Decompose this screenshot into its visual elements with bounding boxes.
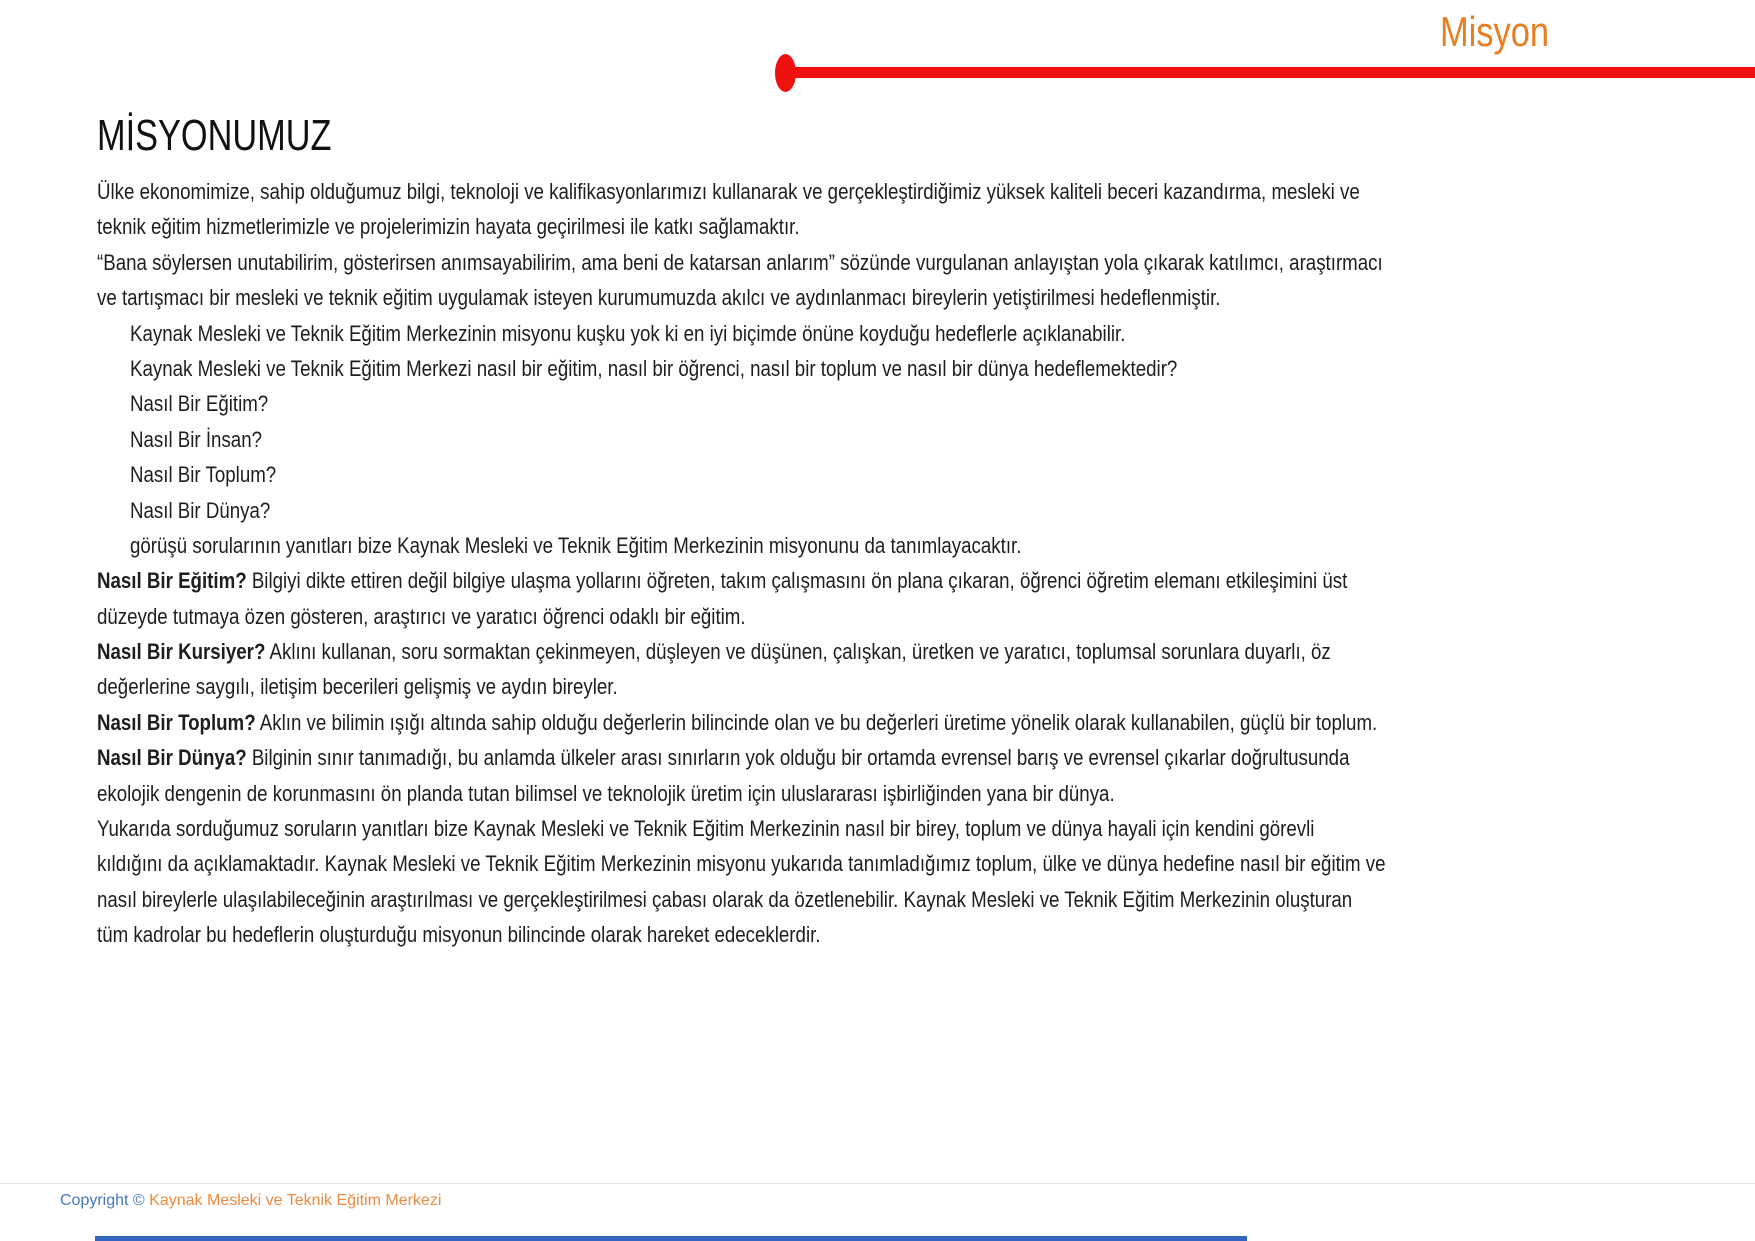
text-line: Nasıl Bir Eğitim? Bilgiyi dikte ettiren değil bilgiye ulaşma yollarını öğreten, takım çalışmasını ön plana çıkaran, öğrenci öğretim elemanı etkileşimini üst [97,568,1348,594]
text-line: Ülke ekonomimize, sahip olduğumuz bilgi, teknoloji ve kalifikasyonlarımızı kullanarak ve gerçekleştirdiğimiz yüksek kaliteli beceri kazandırma, mesleki ve [97,179,1360,204]
text-line: kıldığını da açıklamaktadır. Kaynak Mesleki ve Teknik Eğitim Merkezinin misyonu yukarıda tanımladığımız toplum, ülke ve dünya hedefine nasıl bir eğitim ve [97,851,1386,877]
mission-content [97,110,1735,953]
page-section-label: Misyon [1439,8,1549,55]
text-line: ve tartışmacı bir mesleki ve teknik eğitim uygulamak isteyen kurumumuzda akılcı ve aydınlanmacı bireylerin yetiştirilmesi hedeflenmiştir. [97,285,1221,311]
text-line: “Bana söylersen unutabilirim, gösterirsen anımsayabilirim, ama beni de katarsan anlarım” sözünde vurgulanan anlayıştan yola çıkarak katılımcı, araştırmacı [97,249,1383,275]
text-line: Nasıl Bir Kursiyer? Aklını kullanan, soru sormaktan çekinmeyen, düşleyen ve düşünen, çalışkan, üretken ve yaratıcı, toplumsal sorunlara duyarlı, öz [97,639,1331,665]
text-line: düzeyde tutmaya özen gösteren, araştırıcı ve yaratıcı öğrenci odaklı bir eğitim. [97,603,746,629]
text-line: Nasıl Bir İnsan? [130,426,263,452]
page-title: MİSYONUMUZ [97,111,332,160]
bottom-blue-bar [95,1236,1247,1241]
footer-org-link[interactable]: Kaynak Mesleki ve Teknik Eğitim Merkezi [149,1192,442,1209]
text-line: ekolojik dengenin de korunmasını ön planda tutan bilimsel ve teknolojik üretim için uluslararası işbirliğinden yana bir dünya. [97,780,1115,806]
text-line: nasıl bireylerle ulaşılabileceğinin araştırılması ve gerçekleştirilmesi çabası olarak da özetlenebilir. Kaynak Mesleki ve Teknik Eğitim Merkezinin oluşturan [97,886,1353,912]
text-line: Nasıl Bir Eğitim? [130,391,269,417]
text-line: teknik eğitim hizmetlerimizle ve projelerimizin hayata geçirilmesi ile katkı sağlamaktır. [97,214,800,240]
footer-copyright [60,1191,441,1211]
footer-divider [0,1183,1755,1184]
text-line: tüm kadrolar bu hedeflerin oluşturduğu misyonun bilincinde olarak hareket edeceklerdir. [97,922,821,948]
text-line: Nasıl Bir Dünya? [130,497,271,523]
text-line: Nasıl Bir Toplum? [130,462,277,488]
header-rule [790,67,1755,78]
copyright-text: Copyright © [60,1192,150,1209]
text-line: Nasıl Bir Dünya? Bilginin sınır tanımadığı, bu anlamda ülkeler arası sınırların yok olduğu bir ortamda evrensel barış ve evrensel çıkarlar doğrultusunda [97,745,1350,771]
text-line: Nasıl Bir Toplum? Aklın ve bilimin ışığı altında sahip olduğu değerlerin bilincinde olan ve bu değerleri üretime yönelik olarak kullanabilen, güçlü bir toplum. [97,709,1378,735]
text-line: Kaynak Mesleki ve Teknik Eğitim Merkezi nasıl bir eğitim, nasıl bir öğrenci, nasıl bir toplum ve nasıl bir dünya hedeflemektedir? [130,355,1178,381]
text-line: görüşü sorularının yanıtları bize Kaynak Mesleki ve Teknik Eğitim Merkezinin misyonunu da tanımlayacaktır. [130,532,1022,558]
text-line: Kaynak Mesleki ve Teknik Eğitim Merkezinin misyonu kuşku yok ki en iyi biçimde önüne koyduğu hedeflerle açıklanabilir. [130,320,1126,346]
mission-text [97,174,1735,953]
text-line: değerlerine saygılı, iletişim becerileri gelişmiş ve aydın bireyler. [97,674,618,700]
text-line: Yukarıda sorduğumuz soruların yanıtları bize Kaynak Mesleki ve Teknik Eğitim Merkezinin nasıl bir birey, toplum ve dünya hayali için kendini görevli [97,816,1315,842]
